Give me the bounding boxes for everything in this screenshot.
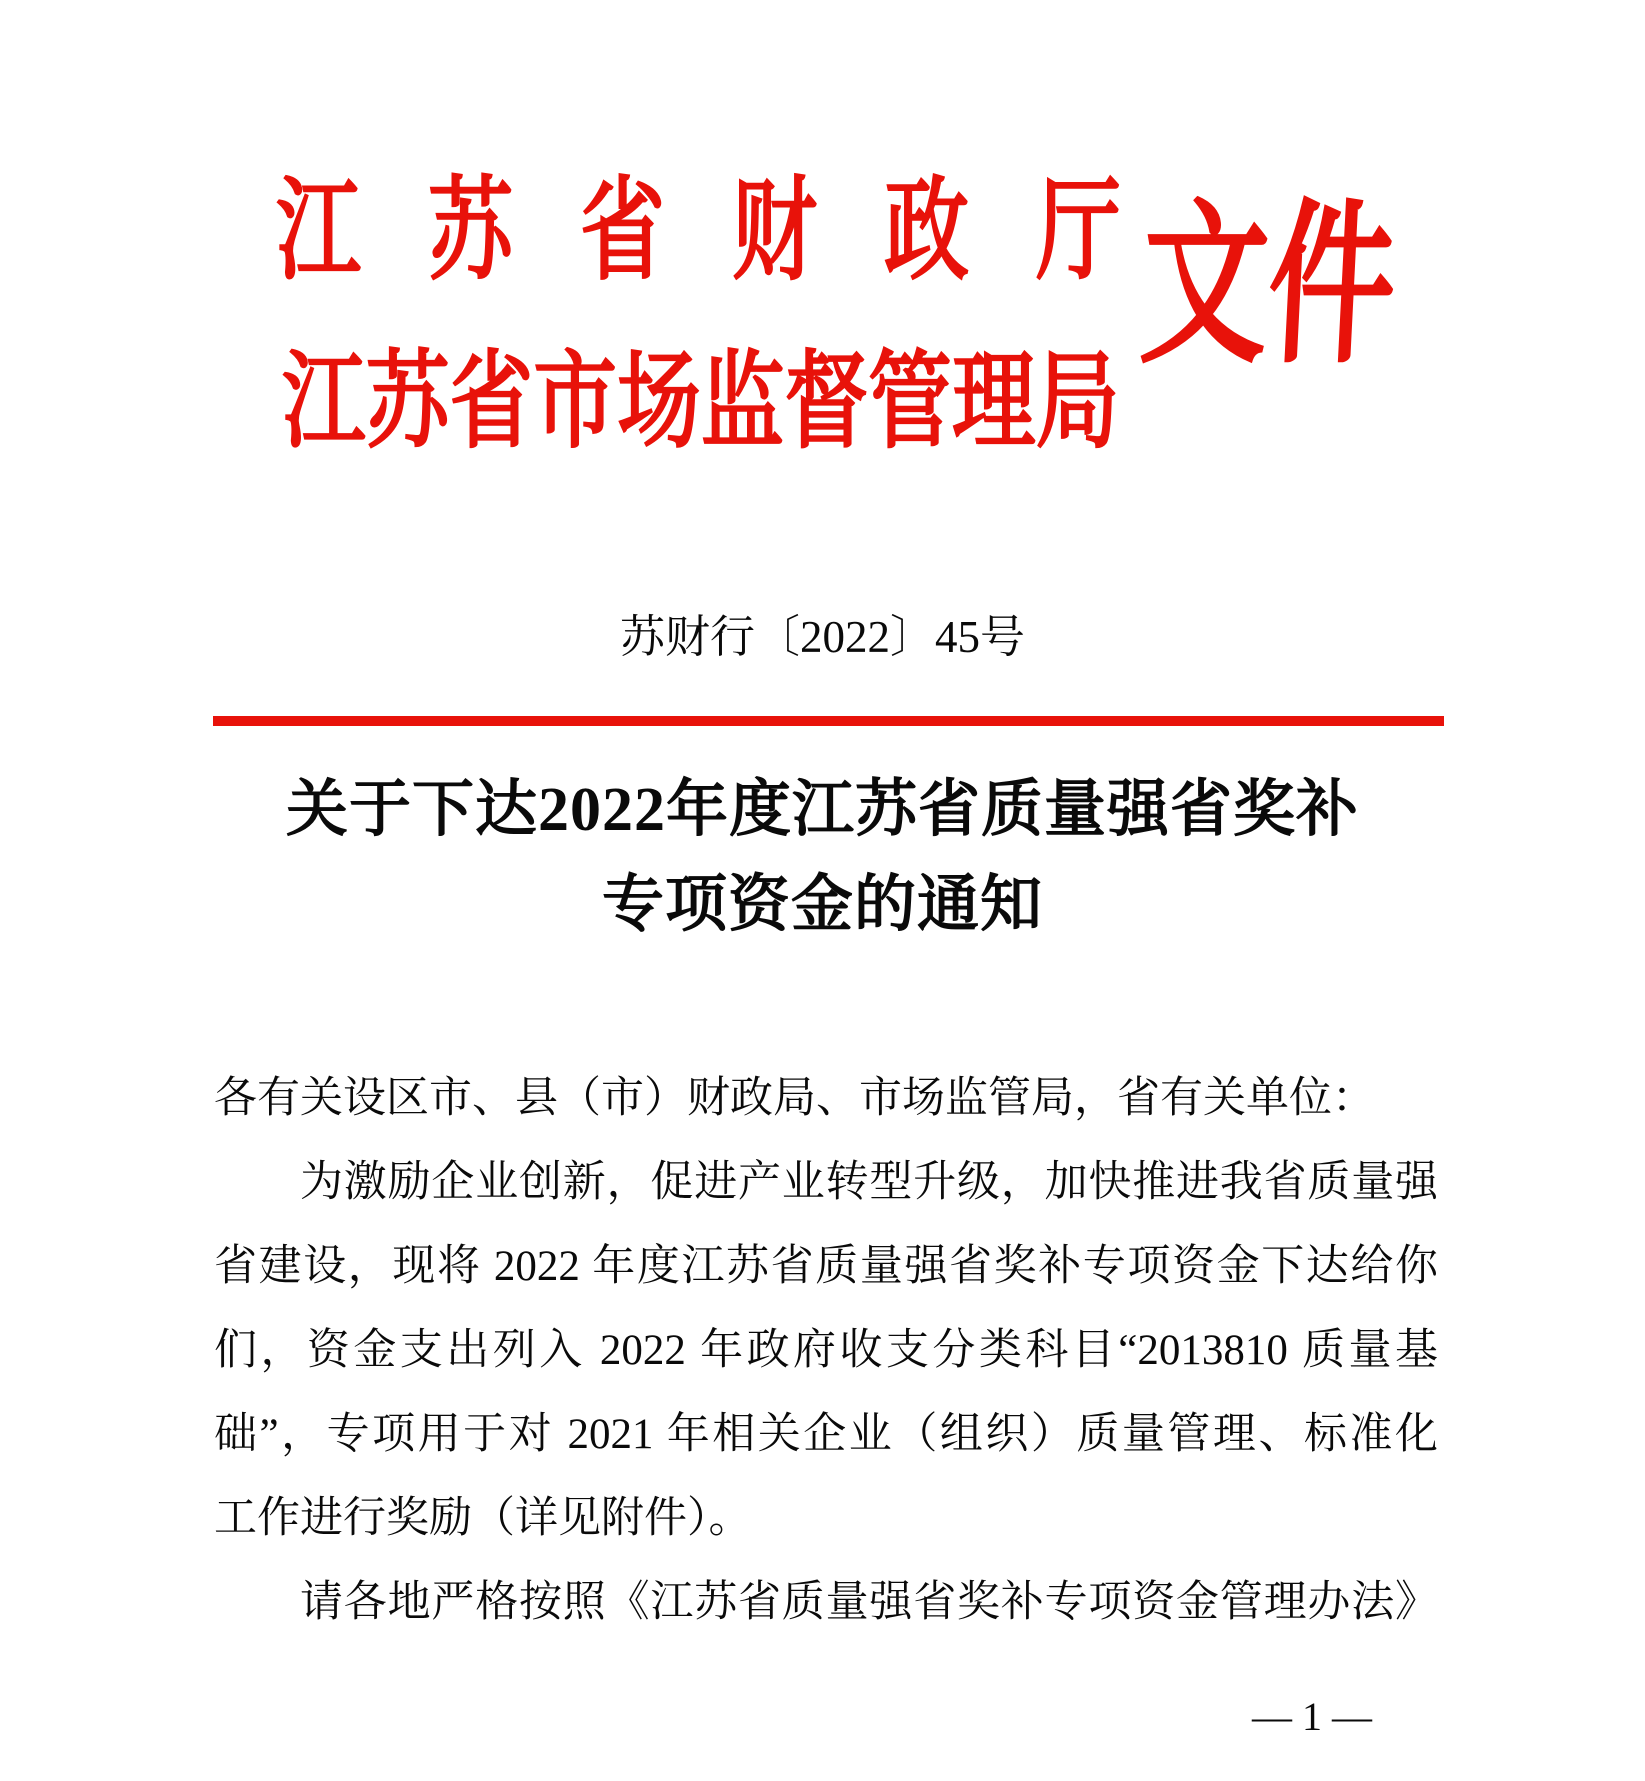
paragraph1-line3: 们，资金支出列入 2022 年政府收支分类科目“2013810 质量基 <box>214 1327 1438 1374</box>
org-name-market-regulation-admin: 江苏省市场监督管理局 <box>282 344 1120 461</box>
document-number: 苏财行〔2022〕45号 <box>619 612 1025 662</box>
document-body <box>214 1057 1438 1645</box>
org-name-finance-dept: 江苏省财政厅 <box>276 170 1188 294</box>
document-title-line1: 关于下达2022年度江苏省质量强省奖补 <box>285 776 1359 844</box>
red-divider-line <box>213 716 1444 726</box>
page-number: — 1 — <box>1252 1694 1372 1739</box>
document-title-line2: 专项资金的通知 <box>601 871 1043 939</box>
paragraph1-line1: 为激励企业创新，促进产业转型升级，加快推进我省质量强 <box>300 1159 1438 1206</box>
salutation-line: 各有关设区市、县（市）财政局、市场监管局，省有关单位： <box>214 1075 1375 1122</box>
document-type-label: 文件 <box>1136 190 1400 385</box>
paragraph1-line4: 础”，专项用于对 2021 年相关企业（组织）质量管理、标准化 <box>214 1411 1438 1458</box>
paragraph2-line1: 请各地严格按照《江苏省质量强省奖补专项资金管理办法》 <box>300 1579 1438 1626</box>
paragraph1-line2: 省建设，现将 2022 年度江苏省质量强省奖补专项资金下达给你 <box>214 1243 1438 1290</box>
paragraph1-line5: 工作进行奖励（详见附件）。 <box>214 1495 752 1542</box>
document-title <box>0 763 1645 953</box>
